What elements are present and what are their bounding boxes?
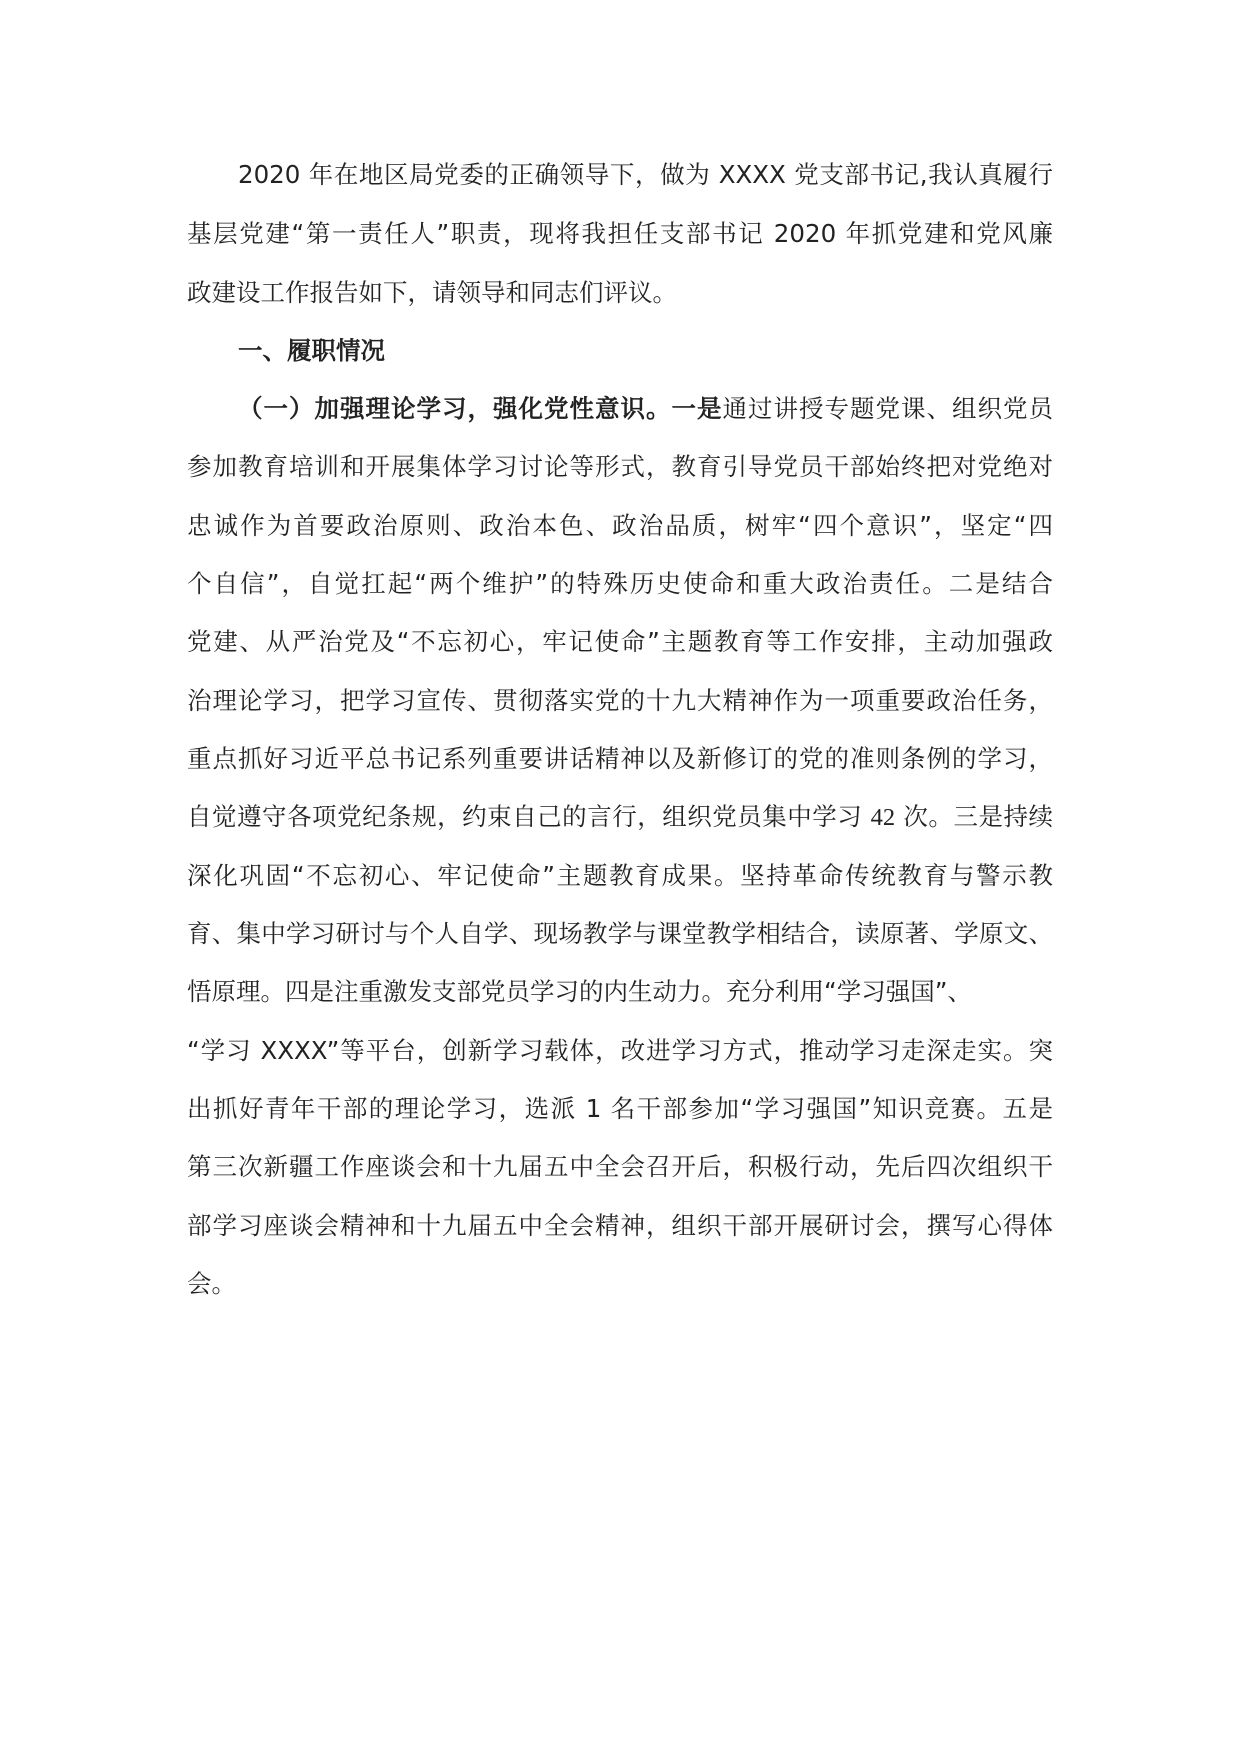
body-line-11: 悟原理。四是注重激发支部党员学习的内生动力。充分利用“学习强国”、 (187, 977, 972, 1006)
body-line-12: “学习 XXXX”等平台，创新学习载体，改进学习方式，推动学习走深走实。突 (187, 1036, 1053, 1065)
body-line-6: 治理论学习，把学习宣传、贯彻落实党的十九大精神作为一项重要政治任务， (187, 686, 1053, 715)
intro-line-1: 2020 年在地区局党委的正确领导下，做为 XXXX 党支部书记,我认真履行 (238, 160, 1053, 189)
body-line-2: 参加教育培训和开展集体学习讨论等形式，教育引导党员干部始终把对党绝对 (187, 452, 1053, 481)
subsection-heading: （一）加强理论学习，强化党性意识。 (238, 394, 672, 423)
body-line-13: 出抓好青年干部的理论学习，选派 1 名干部参加“学习强国”知识竞赛。五是 (187, 1094, 1053, 1123)
body-line-7: 重点抓好习近平总书记系列重要讲话精神以及新修订的党的准则条例的学习， (187, 744, 1053, 773)
intro-line-3: 政建设工作报告如下，请领导和同志们评议。 (187, 278, 677, 307)
section-heading: 一、履职情况 (238, 336, 385, 365)
body-line-3: 忠诚作为首要政治原则、政治本色、政治品质，树牢“四个意识”，坚定“四 (187, 511, 1053, 540)
body-line-10: 育、集中学习研讨与个人自学、现场教学与课堂教学相结合，读原著、学原文、 (187, 919, 1053, 948)
body-line-5: 党建、从严治党及“不忘初心，牢记使命”主题教育等工作安排，主动加强政 (187, 627, 1053, 656)
body-line-14: 第三次新疆工作座谈会和十九届五中全会召开后，积极行动，先后四次组织干 (187, 1152, 1053, 1181)
body-line-15: 部学习座谈会精神和十九届五中全会精神，组织干部开展研讨会，撰写心得体 (187, 1211, 1053, 1240)
body-line-8-text-a: 自觉遵守各项党纪条规，约束自己的言行，组织党员集中学习 (187, 802, 871, 831)
body-line-4: 个自信”，自觉扛起“两个维护”的特殊历史使命和重大政治责任。二是结合 (187, 569, 1053, 598)
subsection-line-1 (238, 389, 1053, 429)
first-marker: 一是 (671, 394, 723, 423)
intro-line-2: 基层党建“第一责任人”职责，现将我担任支部书记 2020 年抓党建和党风廉 (187, 219, 1053, 248)
body-line-9: 深化巩固“不忘初心、牢记使命”主题教育成果。坚持革命传统教育与警示教 (187, 861, 1053, 890)
subsection-line-1-text: 通过讲授专题党课、组织党员 (722, 394, 1053, 423)
body-line-8-text-b: 次。三是持续 (895, 802, 1053, 831)
study-count: 42 (870, 804, 896, 831)
body-line-8 (187, 797, 1053, 837)
body-line-16: 会。 (187, 1269, 236, 1298)
